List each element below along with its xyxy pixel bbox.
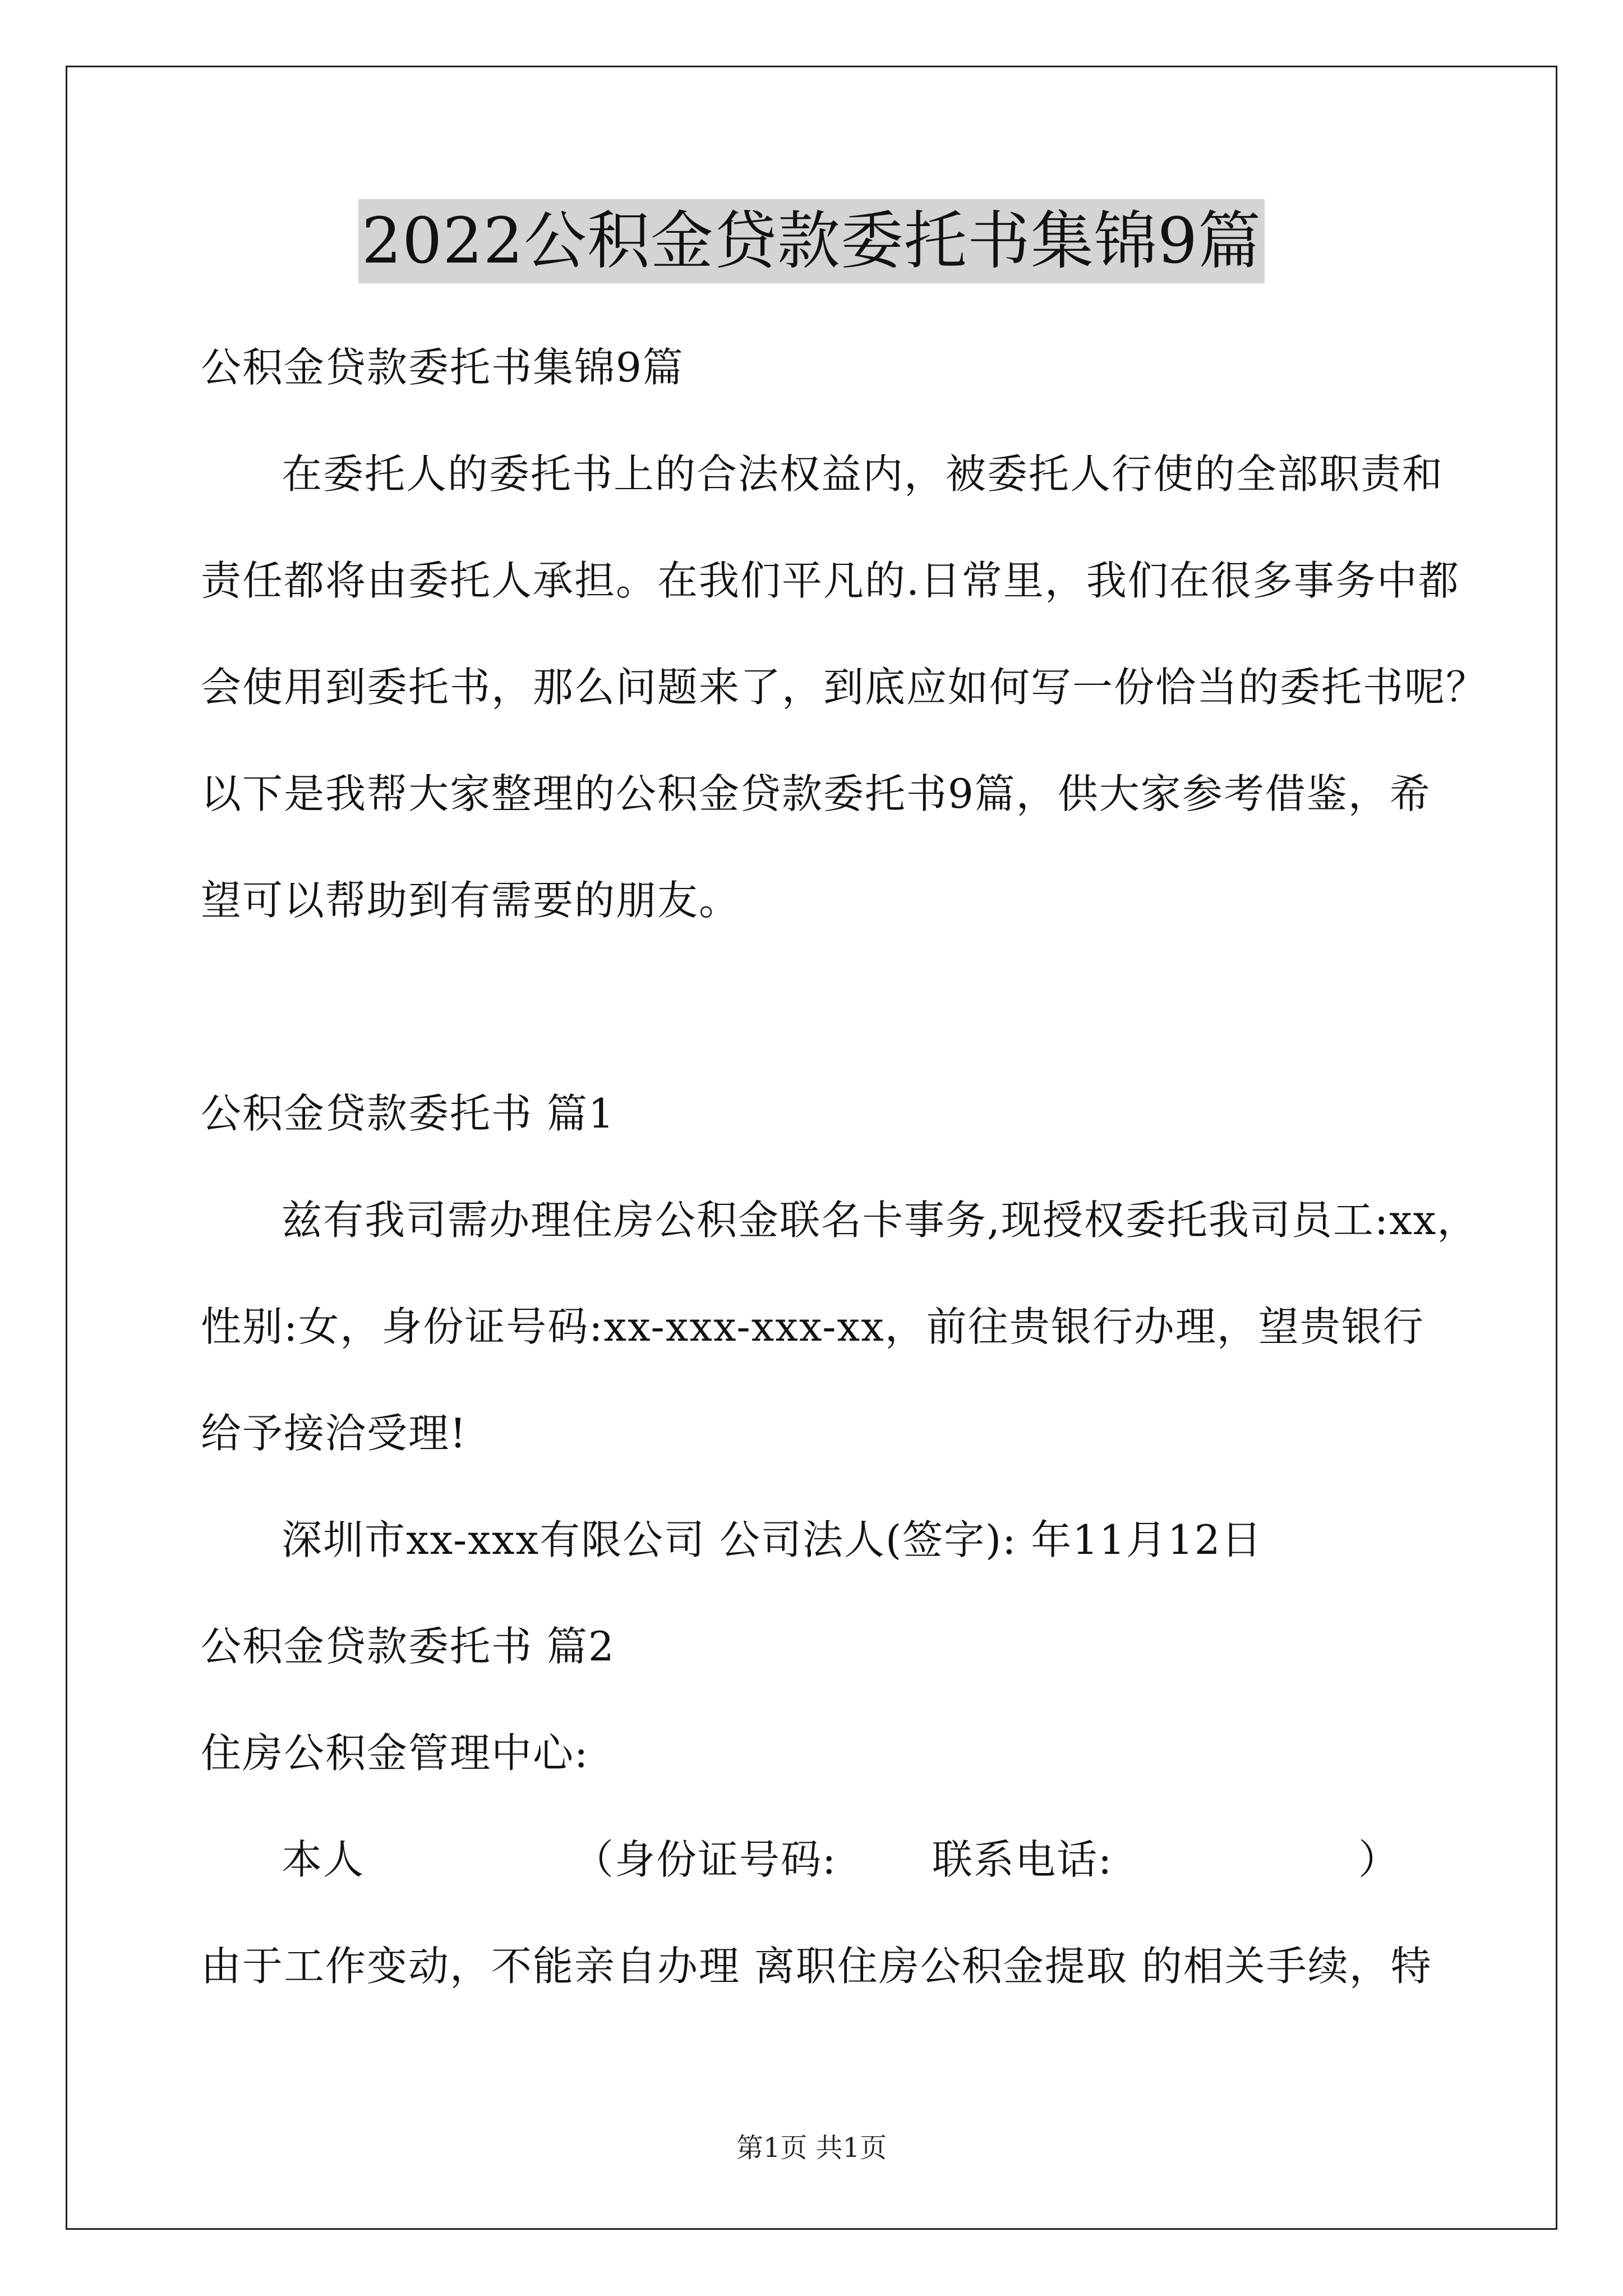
subtitle: 公积金贷款委托书集锦9篇 <box>201 344 684 391</box>
section-spacer <box>201 954 1457 1060</box>
intro-line: 以下是我帮大家整理的公积金贷款委托书9篇，供大家参考借鉴，希 <box>201 770 1431 817</box>
section-heading: 公积金贷款委托书 篇2 <box>201 1623 615 1670</box>
section-heading: 公积金贷款委托书 篇1 <box>201 1090 615 1137</box>
intro-line: 责任都将由委托人承担。在我们平凡的.日常里，我们在很多事务中都 <box>201 557 1460 604</box>
closing-paren: ） <box>1358 1836 1400 1883</box>
phone-label: 联系电话: <box>932 1836 1113 1883</box>
title-container <box>0 199 1623 283</box>
declarant-line <box>201 1806 1457 1913</box>
addressee: 住房公积金管理中心: <box>201 1729 589 1777</box>
document-title: 2022公积金贷款委托书集锦9篇 <box>358 199 1265 283</box>
section1-signature: 深圳市xx-xxx有限公司 公司法人(签字): 年11月12日 <box>282 1516 1263 1563</box>
section1-body-line: 性别:女，身份证号码:xx-xxx-xxx-xx，前往贵银行办理，望贵银行 <box>201 1303 1424 1350</box>
intro-line: 望可以帮助到有需要的朋友。 <box>201 877 741 924</box>
declarant-label: 本人 <box>282 1836 365 1883</box>
section1-body-line: 兹有我司需办理住房公积金联名卡事务,现授权委托我司员工:xx， <box>282 1197 1479 1244</box>
intro-line: 会使用到委托书，那么问题来了，到底应如何写一份恰当的委托书呢？ <box>201 664 1488 711</box>
document-body <box>201 314 1488 2019</box>
section1-body-line: 给予接洽受理! <box>201 1410 467 1457</box>
page-footer: 第1页 共1页 <box>736 2132 887 2164</box>
intro-line: 在委托人的委托书上的合法权益内，被委托人行使的全部职责和 <box>282 450 1444 498</box>
id-number-label: （身份证号码: <box>573 1836 837 1883</box>
section2-body-line: 由于工作变动，不能亲自办理 离职住房公积金提取 的相关手续，特 <box>201 1943 1432 1990</box>
